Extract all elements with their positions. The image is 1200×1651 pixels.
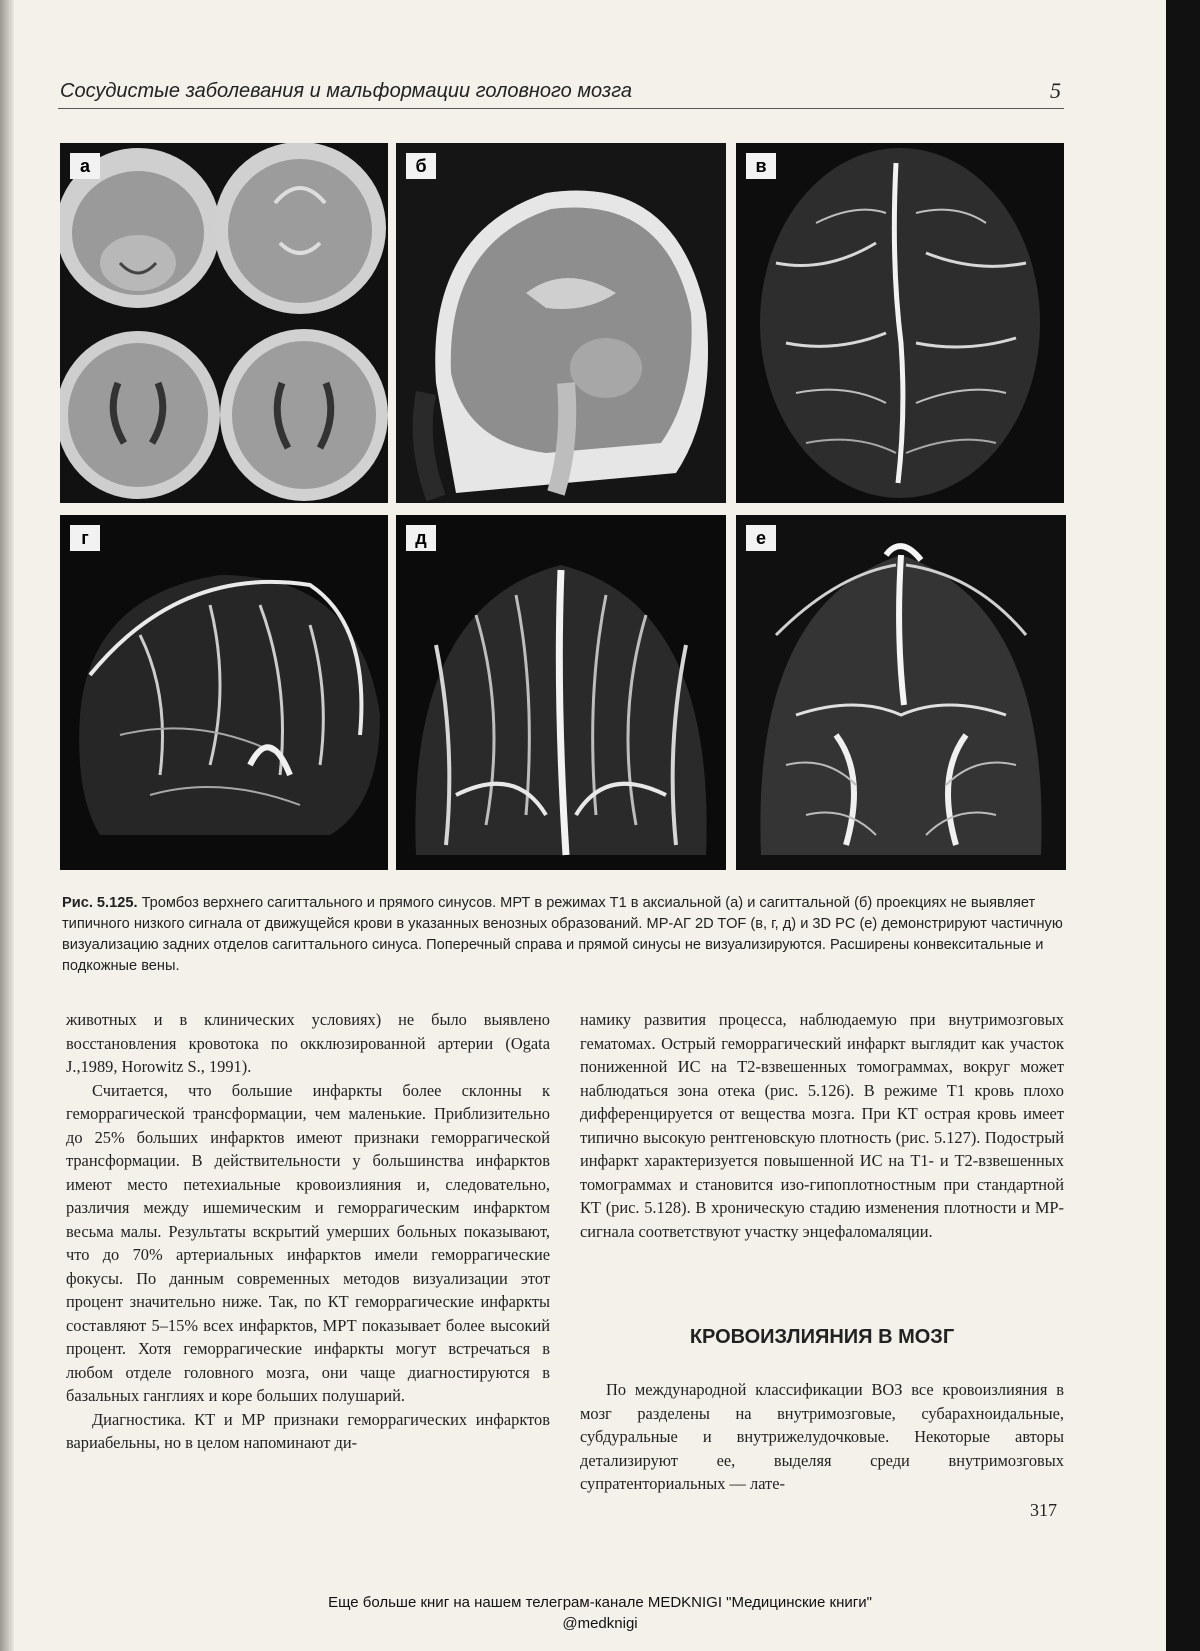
caption-lead: Рис. 5.125. <box>62 895 138 911</box>
page-gutter-shadow <box>0 0 14 1651</box>
sagittal-mri-image <box>396 143 726 503</box>
panel-label: д <box>406 525 436 551</box>
figure-caption <box>62 893 1066 977</box>
footer-line: @medknigi <box>562 1615 638 1632</box>
body-column-right <box>580 1008 1064 1243</box>
running-header-chapter-number: 5 <box>1050 78 1061 103</box>
paragraph: животных и в клинических условиях) не было выявлено восстановления кровотока по окклюзированной артерии (Ogata J.,1989, Horowitz S., 1991). <box>66 1010 550 1076</box>
watermark-footer <box>0 1592 1200 1634</box>
body-column-left <box>66 1008 550 1455</box>
figure-panel-v <box>736 143 1064 503</box>
section-heading: КРОВОИЗЛИЯНИЯ В МОЗГ <box>689 1326 955 1348</box>
paragraph: Считается, что большие инфаркты более склонны к геморрагической трансформации, чем маленькие. Приблизительно до 25% больших инфарктов имеют признаки геморрагической трансформации. В действительности у большинства инфарктов имеют место петехиальные кровоизлияния и, следовательно, различия между ишемическим и геморрагическим инфарктом весьма малы. Результаты вскрытий умерших больных показывают, что до 70% артериальных инфарктов имели геморрагические фокусы. По данным современных методов визуализации этот процент значительно ниже. Так, по КТ геморрагические инфаркты составляют 5–15% всех инфарктов, МРТ показывает более высокий процент. Хотя геморрагические инфаркты могут встречаться в любом отделе головного мозга, они чаще диагностируются в базальных ганглиях и коре больших полушарий. <box>66 1080 550 1405</box>
paragraph: намику развития процесса, наблюдаемую при внутримозговых гематомах. Острый геморрагический инфаркт выглядит как участок пониженной ИС на Т2-взвешенных томограммах, вокруг может наблюдаться зона отека (рис. 5.126). В режиме Т1 кровь плохо дифференцируется от вещества мозга. При КТ острая кровь имеет типично высокую рентгеновскую плотность (рис. 5.127). Подострый инфаркт характеризуется повышенной ИС на Т1- и Т2-взвешенных томограммах и становится изо-гипоплотностным при стандартной КТ (рис. 5.128). В хроническую стадию изменения плотности и МР-сигнала соответствуют участку энцефаломаляции. <box>580 1010 1064 1241</box>
paragraph: Диагностика. КТ и МР признаки геморрагических инфарктов вариабельны, но в целом напоминают ди- <box>66 1409 550 1452</box>
axial-mri-grid-image <box>60 143 388 503</box>
header-rule <box>58 108 1064 109</box>
phase-contrast-angiography-image <box>736 515 1066 870</box>
body-column-right-section <box>580 1378 1064 1496</box>
footer-line: Еще больше книг на нашем телеграм-канале MEDKNIGI "Медицинские книги" <box>328 1594 872 1611</box>
panel-label: б <box>406 153 436 179</box>
paragraph: По международной классификации ВОЗ все кровоизлияния в мозг разделены на внутримозговые, субарахноидальные, субдуральные и внутрижелудочковые. Некоторые авторы детализируют ее, выделяя среди внутримозговых супратенториальных — лате- <box>580 1380 1064 1493</box>
panel-label: в <box>746 153 776 179</box>
panel-label: е <box>746 525 776 551</box>
page-number: 317 <box>1030 1500 1057 1520</box>
caption-text: Тромбоз верхнего сагиттального и прямого синусов. МРТ в режимах Т1 в аксиальной (а) и сагиттальной (б) проекциях не выявляет типичного низкого сигнала от движущейся крови в указанных венозных образований. МР-АГ 2D TOF (в, г, д) и 3D PC (е) демонстрируют частичную визуализацию задних отделов сагиттального синуса. Поперечный справа и прямой синусы не визуализируются. Расширены конвекситальные и подкожные вены. <box>62 895 1063 974</box>
scan-edge <box>1166 0 1200 1651</box>
figure-panel-b <box>396 143 726 503</box>
mr-angiography-sagittal-image <box>60 515 388 870</box>
panel-label: а <box>70 153 100 179</box>
figure-panel-g <box>60 515 388 870</box>
figure-panel-a <box>60 143 388 503</box>
mr-angiography-coronal-image <box>396 515 726 870</box>
figure-panel-d <box>396 515 726 870</box>
running-header-title: Сосудистые заболевания и мальформации головного мозга <box>60 80 632 102</box>
mr-angiography-axial-image <box>736 143 1064 503</box>
panel-label: г <box>70 525 100 551</box>
figure-panel-e <box>736 515 1066 870</box>
